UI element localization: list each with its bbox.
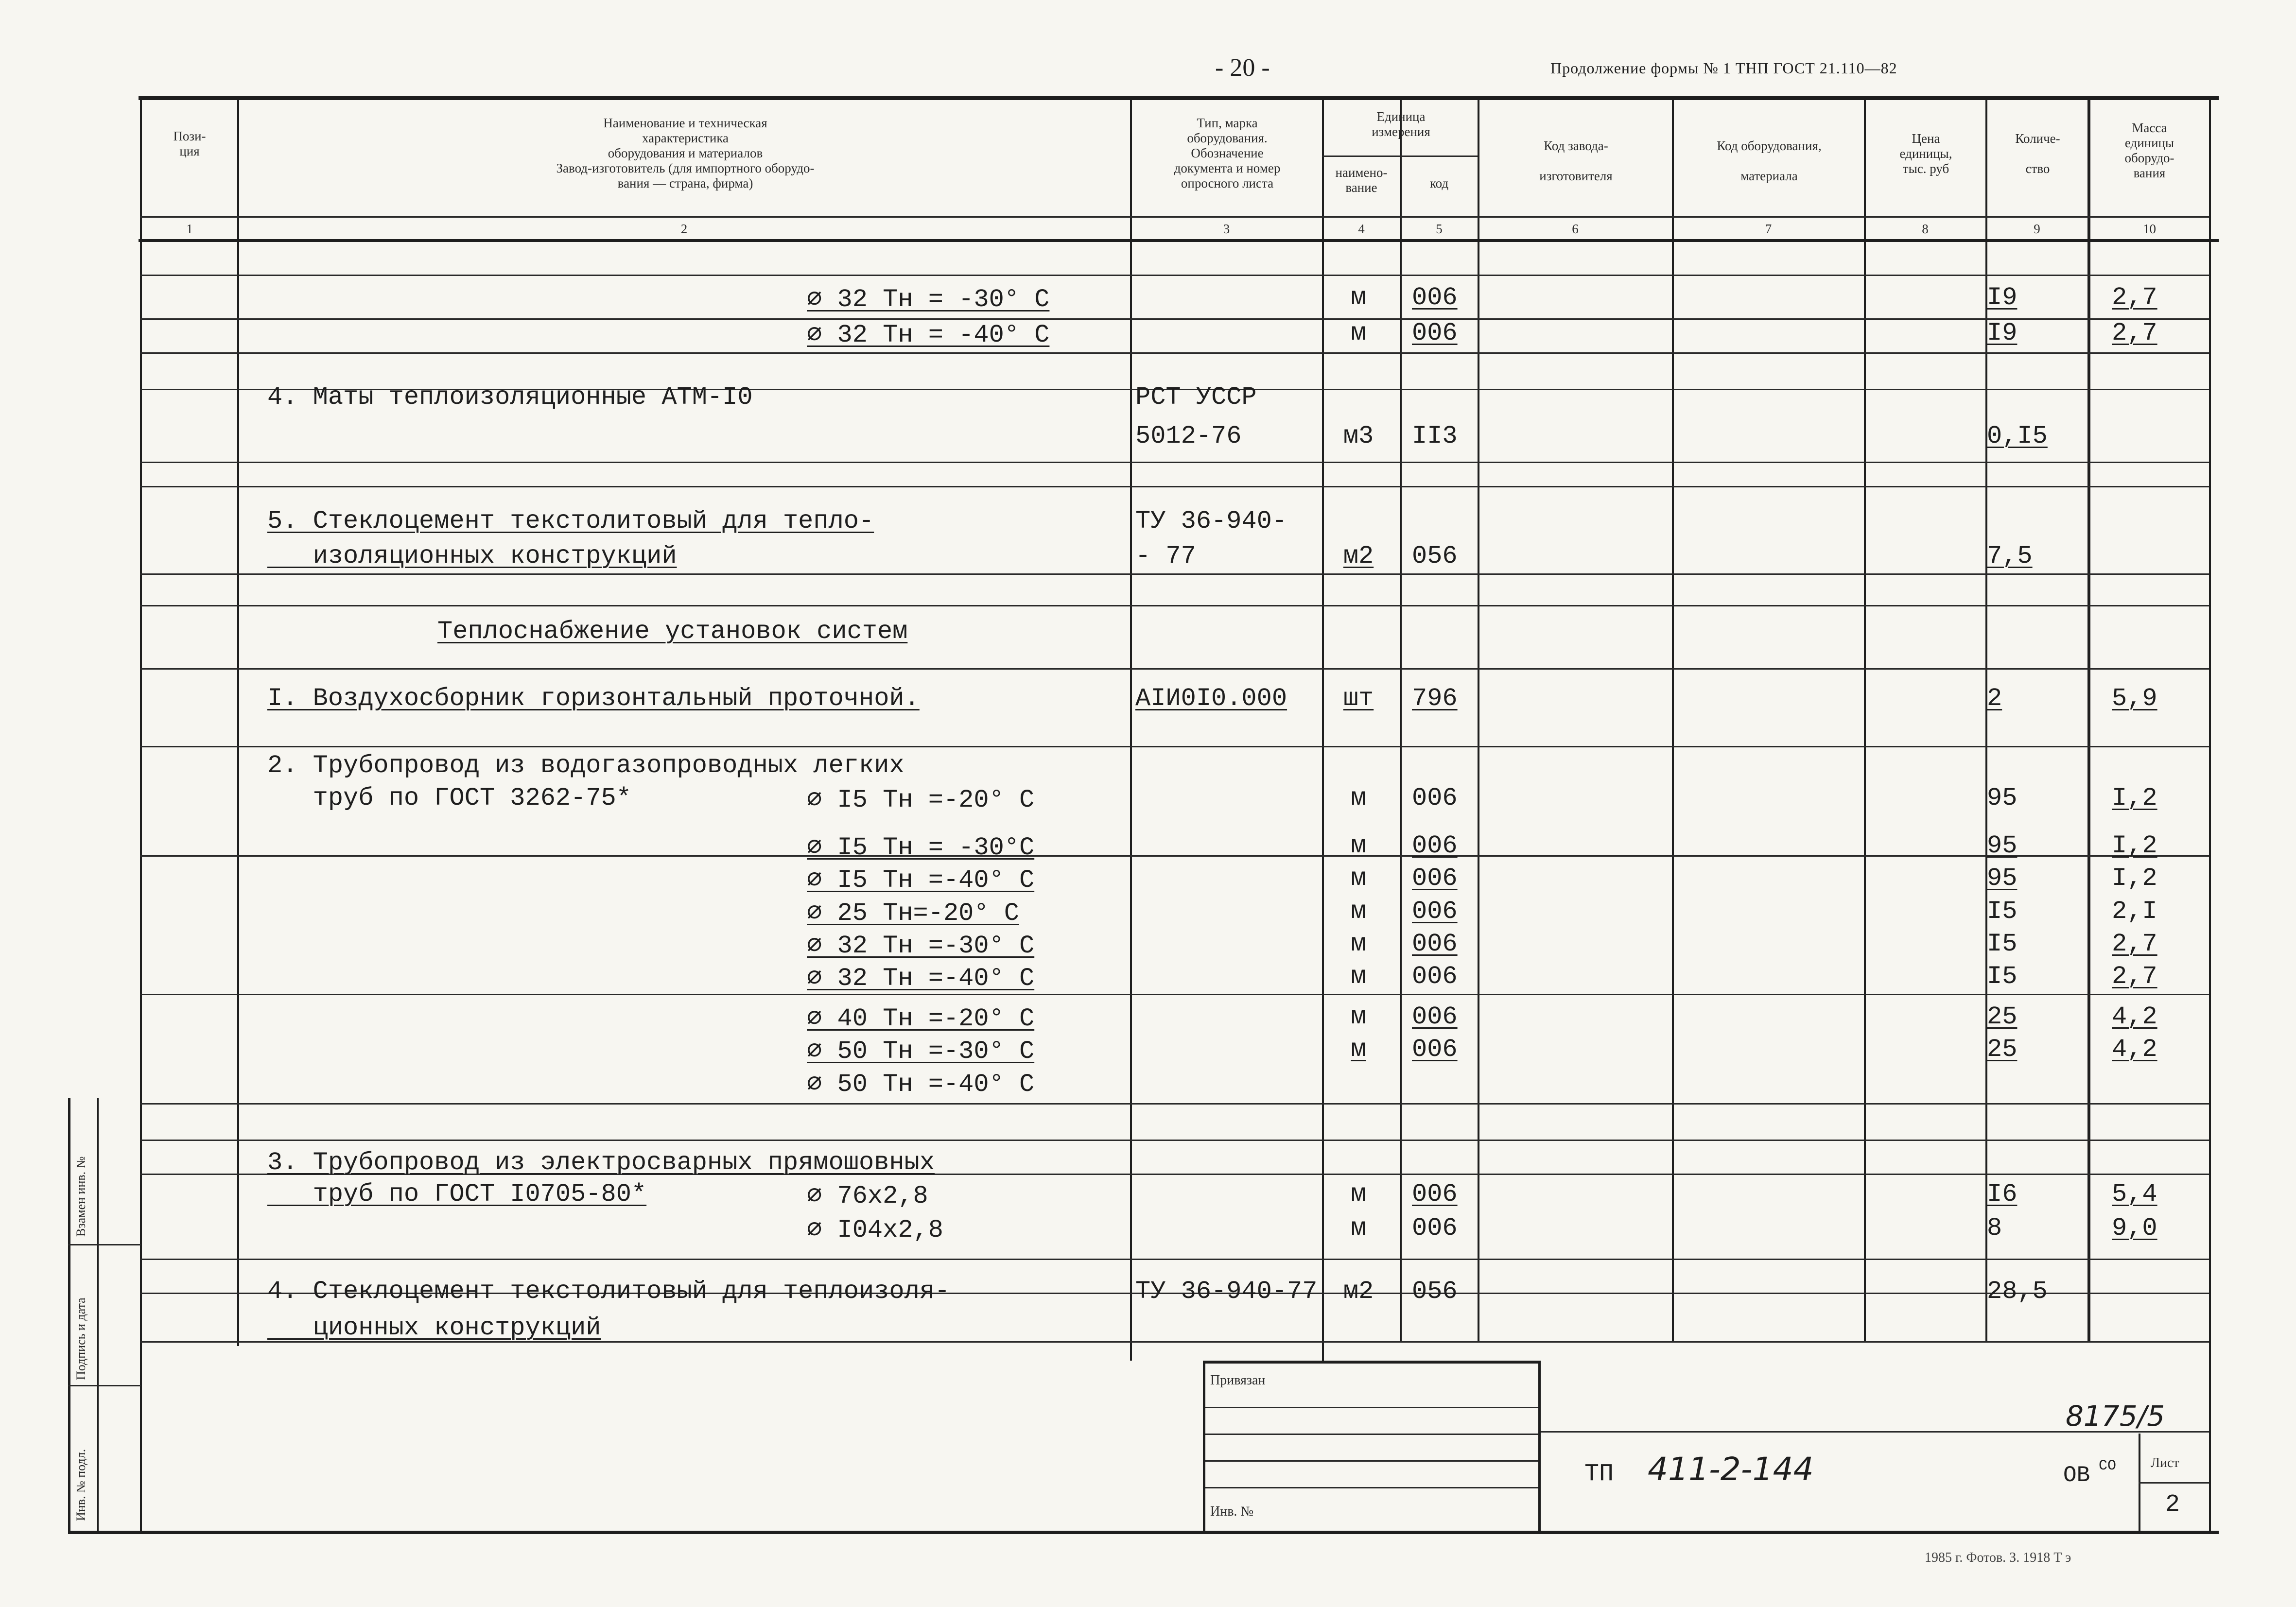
stamp-frame-right (1538, 1361, 1541, 1531)
stamp-inv: Инв. № (1210, 1504, 1254, 1519)
quantity: 95 (1987, 831, 2018, 860)
col-number-7: 7 (1765, 222, 1772, 236)
mass: 4,2 (2112, 1035, 2157, 1064)
stamp-frame-top (1203, 1361, 1541, 1364)
diameter-temperature: ⌀ 25 Тн=-20° С (807, 899, 1019, 928)
table-row (0, 893, 2296, 927)
unit-name: м (1351, 897, 1366, 926)
row-rule (140, 1140, 2209, 1141)
diameter-temperature: ⌀ 76х2,8 (807, 1182, 928, 1210)
row-rule (140, 1259, 2209, 1260)
row-rule (140, 352, 2209, 354)
table-row (0, 680, 2296, 714)
table-row (0, 1144, 2296, 1178)
unit-name: м (1351, 1180, 1366, 1209)
col-number-10: 10 (2143, 222, 2156, 236)
footer-note: 1985 г. Фотов. З. 1918 Т э (1925, 1550, 2071, 1565)
unit-name: м2 (1343, 1277, 1374, 1306)
table-row (0, 538, 2296, 572)
table-row (0, 1176, 2296, 1210)
diameter-temperature: ⌀ I5 Тн =-40° С (807, 866, 1035, 895)
mass: 2,7 (2112, 930, 2157, 958)
table-row (0, 503, 2296, 537)
quantity: 7,5 (1987, 542, 2033, 570)
unit-name: м (1351, 831, 1366, 860)
unit-code: 006 (1412, 1035, 1458, 1064)
side-label-replace-inv: Взамен инв. № (74, 1156, 88, 1237)
unit-name: м (1351, 1214, 1366, 1243)
unit-group-line (1322, 156, 1478, 157)
diameter-temperature: ⌀ 40 Тн =-20° С (807, 1004, 1035, 1033)
mass: 5,9 (2112, 684, 2157, 713)
item-name: 3. Трубопровод из электросварных прямошовных (267, 1148, 935, 1177)
stamp-privyazan: Привязан (1210, 1373, 1266, 1388)
col-number-6: 6 (1572, 222, 1579, 236)
stamp-sheet-code: 8175/5 (2066, 1400, 2165, 1433)
header-unit-code: код (1429, 176, 1449, 190)
header-type: Тип, марка оборудования. Обозначение документа и номер опросного листа (1174, 116, 1281, 190)
mass: 9,0 (2112, 1214, 2157, 1243)
unit-code: 006 (1412, 831, 1458, 860)
quantity: I5 (1987, 962, 2018, 991)
table-row (0, 926, 2296, 960)
mass: 2,7 (2112, 319, 2157, 347)
table-row (0, 1064, 2296, 1098)
header-unit-group: Единица измерения (1372, 109, 1430, 139)
table-row (0, 1310, 2296, 1344)
document-designation: ТУ 36-940-77 (1135, 1277, 1318, 1306)
item-name: труб по ГОСТ 3262-75* (267, 784, 631, 812)
diameter-temperature: ⌀ I04х2,8 (807, 1216, 943, 1244)
unit-code: 006 (1412, 319, 1458, 347)
document-designation: РСТ УССР (1135, 383, 1257, 412)
quantity: I6 (1987, 1180, 2018, 1209)
header-position: Пози- ция (173, 129, 206, 158)
stamp-ov: ОВ (2063, 1463, 2090, 1488)
mass: I,2 (2112, 831, 2157, 860)
table-row (0, 828, 2296, 862)
item-name: 5. Стеклоцемент текстолитовый для тепло- (267, 507, 874, 536)
side-stamp-divider (97, 1098, 99, 1531)
stamp-rule (1205, 1434, 1538, 1435)
header-factory-code: Код завода- изготовителя (1539, 138, 1613, 183)
col-number-2: 2 (680, 222, 688, 236)
row-rule (140, 994, 2209, 995)
table-row (0, 1031, 2296, 1065)
diameter-temperature: ⌀ 32 Тн =-40° С (807, 964, 1035, 993)
row-rule (140, 275, 2209, 276)
mass: I,2 (2112, 784, 2157, 812)
unit-name: м (1351, 1002, 1366, 1031)
diameter-temperature: ⌀ I5 Тн = -30°С (807, 833, 1035, 862)
unit-code: 006 (1412, 283, 1458, 312)
diameter-temperature: ⌀ 50 Тн =-40° С (807, 1070, 1035, 1099)
quantity: 95 (1987, 784, 2018, 812)
quantity: 95 (1987, 864, 2018, 893)
document-designation: 5012-76 (1135, 422, 1242, 450)
table-row (0, 279, 2296, 313)
side-label-inv-orig: Инв. № подл. (74, 1449, 88, 1521)
row-rule (140, 605, 2209, 606)
unit-code: 056 (1412, 542, 1458, 570)
unit-code: 006 (1412, 962, 1458, 991)
item-name: 4. Стеклоцемент текстолитовый для теплоизоля- (267, 1277, 950, 1306)
unit-code: 796 (1412, 684, 1458, 713)
mass: 2,7 (2112, 283, 2157, 312)
quantity: 28,5 (1987, 1277, 2048, 1306)
table-row (0, 780, 2296, 814)
unit-name: м (1351, 1035, 1366, 1064)
stamp-list-label: Лист (2151, 1455, 2179, 1470)
item-name: I. Воздухосборник горизонтальный проточной. (267, 684, 920, 713)
table-bottom-border (68, 1531, 2219, 1534)
diameter-temperature: ⌀ 32 Тн =-30° С (807, 932, 1035, 960)
mass: 5,4 (2112, 1180, 2157, 1209)
quantity: I9 (1987, 319, 2018, 347)
row-rule (140, 573, 2209, 575)
document-designation: АIИ0I0.000 (1135, 684, 1287, 713)
document-designation: - 77 (1135, 542, 1196, 570)
table-top-border (139, 96, 2219, 100)
side-label-sign-date: Подпись и дата (74, 1297, 88, 1380)
unit-name: м3 (1343, 422, 1374, 450)
table-row (0, 315, 2296, 349)
mass: 2,I (2112, 897, 2157, 926)
diameter-temperature: ⌀ 50 Тн =-30° С (807, 1037, 1035, 1066)
header-bottom-border (139, 239, 2219, 242)
unit-name: м2 (1343, 542, 1374, 570)
unit-name: м (1351, 319, 1366, 347)
stamp-rule (1205, 1407, 1538, 1408)
unit-code: 006 (1412, 1214, 1458, 1243)
unit-code: 006 (1412, 784, 1458, 812)
header-price: Цена единицы, тыс. руб (1899, 131, 1952, 176)
item-name: изоляционных конструкций (267, 542, 677, 570)
page-number: - 20 - (1215, 54, 1270, 82)
quantity: 0,I5 (1987, 422, 2048, 450)
unit-name: м (1351, 962, 1366, 991)
diameter-temperature: ⌀ 32 Тн = -30° С (807, 285, 1050, 314)
row-rule (140, 1103, 2209, 1105)
col-number-4: 4 (1358, 222, 1365, 236)
stamp-frame-left (1203, 1361, 1205, 1531)
side-stamp-rule (68, 1244, 141, 1245)
stamp-list-number: 2 (2165, 1491, 2180, 1519)
mass: 4,2 (2112, 1002, 2157, 1031)
unit-name: м (1351, 283, 1366, 312)
unit-code: 006 (1412, 864, 1458, 893)
table-row (0, 379, 2296, 413)
item-name: ционных конструкций (267, 1313, 601, 1342)
stamp-project-number: 411-2-144 (1648, 1451, 1814, 1488)
table-row (0, 999, 2296, 1033)
document-designation: ТУ 36-940- (1135, 507, 1287, 536)
row-rule (140, 486, 2209, 487)
col-number-1: 1 (186, 222, 193, 236)
quantity: 25 (1987, 1002, 2018, 1031)
header-name: Наименование и техническая характеристика оборудования и материалов Завод-изготовитель (для импортного оборудо- вания — страна, фирма) (556, 116, 815, 190)
col-number-5: 5 (1436, 222, 1443, 236)
section-title: Теплоснабжение установок систем (437, 617, 908, 646)
col-number-3: 3 (1223, 222, 1230, 236)
table-row (0, 418, 2296, 452)
quantity: I5 (1987, 897, 2018, 926)
col-number-line (140, 216, 2209, 218)
unit-name: м (1351, 784, 1366, 812)
form-note: Продолжение формы № 1 ТНП ГОСТ 21.110—82 (1550, 59, 1897, 77)
stamp-rule (1205, 1487, 1538, 1488)
col-number-8: 8 (1922, 222, 1929, 236)
table-row (0, 1273, 2296, 1307)
item-name: труб по ГОСТ I0705-80* (267, 1180, 647, 1209)
mass: I,2 (2112, 864, 2157, 893)
unit-code: 056 (1412, 1277, 1458, 1306)
stamp-co: СО (2099, 1458, 2117, 1474)
row-rule (140, 462, 2209, 463)
item-name: 2. Трубопровод из водогазопроводных легких (267, 751, 904, 780)
header-unit-name: наимено- вание (1335, 165, 1388, 195)
stamp-tp: ТП (1584, 1460, 1614, 1488)
table-row (0, 613, 2296, 647)
unit-name: м (1351, 930, 1366, 958)
header-equipment-code: Код оборудования, материала (1717, 138, 1822, 183)
quantity: I9 (1987, 283, 2018, 312)
stamp-rule (1205, 1460, 1538, 1462)
unit-code: 006 (1412, 1180, 1458, 1209)
side-stamp-border (68, 1098, 70, 1531)
unit-name: м (1351, 864, 1366, 893)
diameter-temperature: ⌀ I5 Тн =-20° С (807, 786, 1035, 814)
table-row (0, 860, 2296, 894)
header-quantity: Количе- ство (2015, 131, 2060, 176)
unit-code: 006 (1412, 930, 1458, 958)
table-row (0, 958, 2296, 992)
col-number-9: 9 (2034, 222, 2040, 236)
stamp-list-rule (2139, 1482, 2209, 1484)
table-row (0, 1210, 2296, 1244)
unit-name: шт (1343, 684, 1374, 713)
mass: 2,7 (2112, 962, 2157, 991)
table-row (0, 747, 2296, 781)
unit-code: II3 (1412, 422, 1458, 450)
side-stamp-rule (68, 1385, 141, 1386)
quantity: 8 (1987, 1214, 2002, 1243)
row-rule (140, 668, 2209, 670)
item-name: 4. Маты теплоизоляционные АТМ-I0 (267, 383, 753, 412)
quantity: I5 (1987, 930, 2018, 958)
unit-code: 006 (1412, 897, 1458, 926)
unit-code: 006 (1412, 1002, 1458, 1031)
diameter-temperature: ⌀ 32 Тн = -40° С (807, 321, 1050, 349)
quantity: 2 (1987, 684, 2002, 713)
header-mass: Масса единицы оборудо- вания (2124, 121, 2174, 180)
quantity: 25 (1987, 1035, 2018, 1064)
